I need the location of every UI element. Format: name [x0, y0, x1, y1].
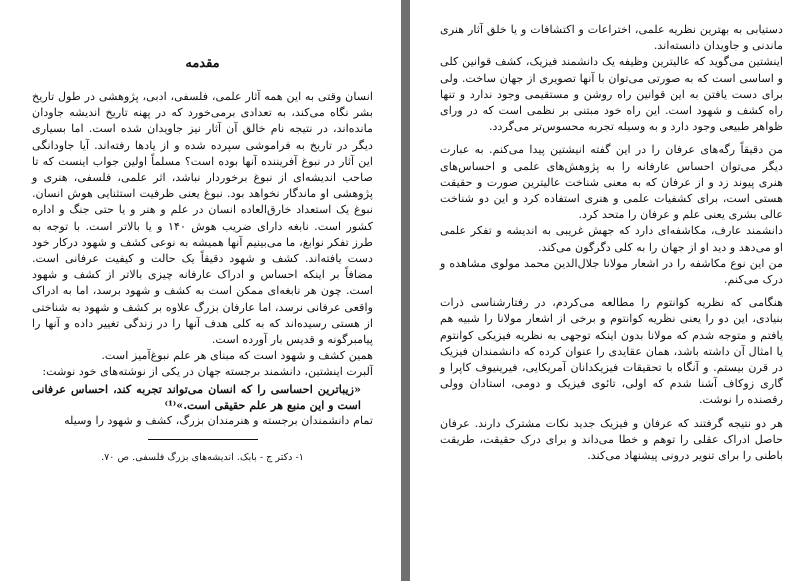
footnote: ۱- دکتر ج - بابک. اندیشه‌های بزرگ فلسفی. ص ۷۰.: [101, 452, 304, 464]
paragraph: دانشمند عارف، مکاشفه‌ای دارد که جهش غریبی به اندیشه و تفکر علمی او می‌دهد و دید او از جهان را به کلی دگرگون می‌کند.: [440, 224, 783, 254]
paragraph: تمام دانشمندان برجسته و هنرمندان بزرگ، کشف و شهود را وسیله: [64, 414, 373, 428]
paragraph: دستیابی به بهترین نظریه علمی، اختراعات و اکتشافات و یا خلق آثار هنری ماندنی و جاویدان دانسته‌اند.: [440, 23, 783, 53]
paragraph: هنگامی که نظریه کوانتوم را مطالعه می‌کردم، در رفتارشناسی ذرات بنیادی، این دو را یعنی نظریه کوانتوم و برخی از اشعار مولانا را شبیه هم یافتم و متوجه شدم که مولانا بدون اینکه توجهی به نظریه فیزیکی کوانتوم یا امثال آن داشته باشد، همان عقایدی را عنوان کرده که دانشمندان فیزیک در قرن بیستم. و آنگاه با تحقیقات فیزیکدانان آمریکایی، فیرینیوف کاپرا و گاری زوکاف آشنا شدم که اولی، تائوی فیزیک و دومی، استادان وولی رقصنده را نوشت.: [440, 296, 783, 407]
paragraph-gap: [440, 288, 783, 295]
quote: «زیباترین احساسی را که انسان می‌تواند تجربه کند، احساس عرفانی است و این منبع هر علم حقیقی است.»⁽¹⁾: [32, 381, 361, 412]
paragraph: آلبرت اینشتین، دانشمند برجسته جهان در یکی از نوشته‌های خود نوشت:: [42, 365, 373, 379]
paragraph-gap: [440, 135, 783, 142]
chapter-heading: مقدمه: [185, 56, 220, 71]
footnote-divider: [148, 439, 258, 440]
left-page: [0, 0, 401, 581]
paragraph: اینشتین می‌گوید که عالیترین وظیفه یک دانشمند فیزیک، کشف قوانین کلی و اساسی است که به صورتی می‌توان با آنها تصویری از جهان ساخت. ولی برای دست یافتن به این قوانین راه روشن و مستقیمی وجود ندارد و تنها راه کشف و شهود است. این راه خود مبتنی بر نظمی است که در ورای ظواهر طبیعی وجود دارد و به وسیله تجربه محسوس‌تر می‌گردد.: [440, 55, 783, 134]
paragraph: من دقیقاً رگه‌های عرفان را در این گفته انیشتین پیدا می‌کنم. به عبارت دیگر می‌توان احساس عارفانه را به پژوهش‌های علمی و احساس‌های هنری پیوند زد و از عرفان که به معنی شناخت عالیترین صورت و حقیقت هستی است، برای کشفیات علمی و هنری استفاده کرد و این دو شناخت عالی بشری یعنی علم و عرفان را متحد کرد.: [440, 143, 783, 222]
paragraph: من این نوع مکاشفه را در اشعار مولانا جلال‌الدین محمد مولوی مشاهده و درک می‌کنم.: [440, 256, 783, 287]
paragraph: هر دو نتیجه گرفتند که عرفان و فیزیک جدید نکات مشترک دارند. عرفان حاصل ادراک عقلی را توهم و خطا می‌داند و برای درک حقیقت، طریقت باطنی را برای تنویر درونی پیشنهاد می‌کند.: [440, 416, 783, 463]
right-page: [410, 0, 811, 581]
paragraph: انسان وقتی به این همه آثار علمی، فلسفی، ادبی، پژوهشی در طول تاریخ بشر نگاه می‌کند، به تعدادی برمی‌خورد که در پهنه تاریخ اندیشه جاودان مانده‌اند، در نتیجه نام خالق آن آثار نیز جاویدان شده است. اما بسیاری دیگر در تاریخ به فراموشی سپرده شده و از یادها رفته‌اند. آیا جاودانگی این آثار در نبوغ آفریننده آنها بوده است؟ مسلماً اولین جواب اینست که تا صاحب اندیشه‌ای از نبوغ برخوردار نباشد، اثر علمی، فلسفی، هنری و پژوهشی او ماندگار نخواهد بود. نبوغ یعنی ظرفیت استثنایی هوش انسان. نبوغ یک استعداد خارق‌العاده انسان در علم و هنر و یا حتی جنگ و اداره کشور است. نابغه دارای ضریب هوش ۱۴۰ و یا بالاتر است. با توجه به طرز تفکر نوابغ، ما می‌بینیم آنها همیشه به نوعی کشف و شهود درکار خود دست یافته‌اند. کشف و شهود دقیقاً یک حالت و کیفیت عرفانی است. مضافاً بر اینکه احساس و ادراک عارفانه چیزی بالاتر از کشف و شهود است. چون هر نابغه‌ای ممکن است به کشف و شهود برسد، اما به ادراک واقعی عرفانی نرسد، اما عارفان بزرگ علاوه بر کشف و شهود به شناختی از هستی رسیده‌اند که به کلی هدف آنها را در زندگی تغییر داده و آنها را پیامبرگونه و قدیس بار آورده است.: [32, 90, 373, 347]
paragraph: همین کشف و شهود است که مبنای هر علم نبوغ‌آمیز است.: [101, 349, 373, 363]
paragraph-gap: [440, 409, 783, 416]
